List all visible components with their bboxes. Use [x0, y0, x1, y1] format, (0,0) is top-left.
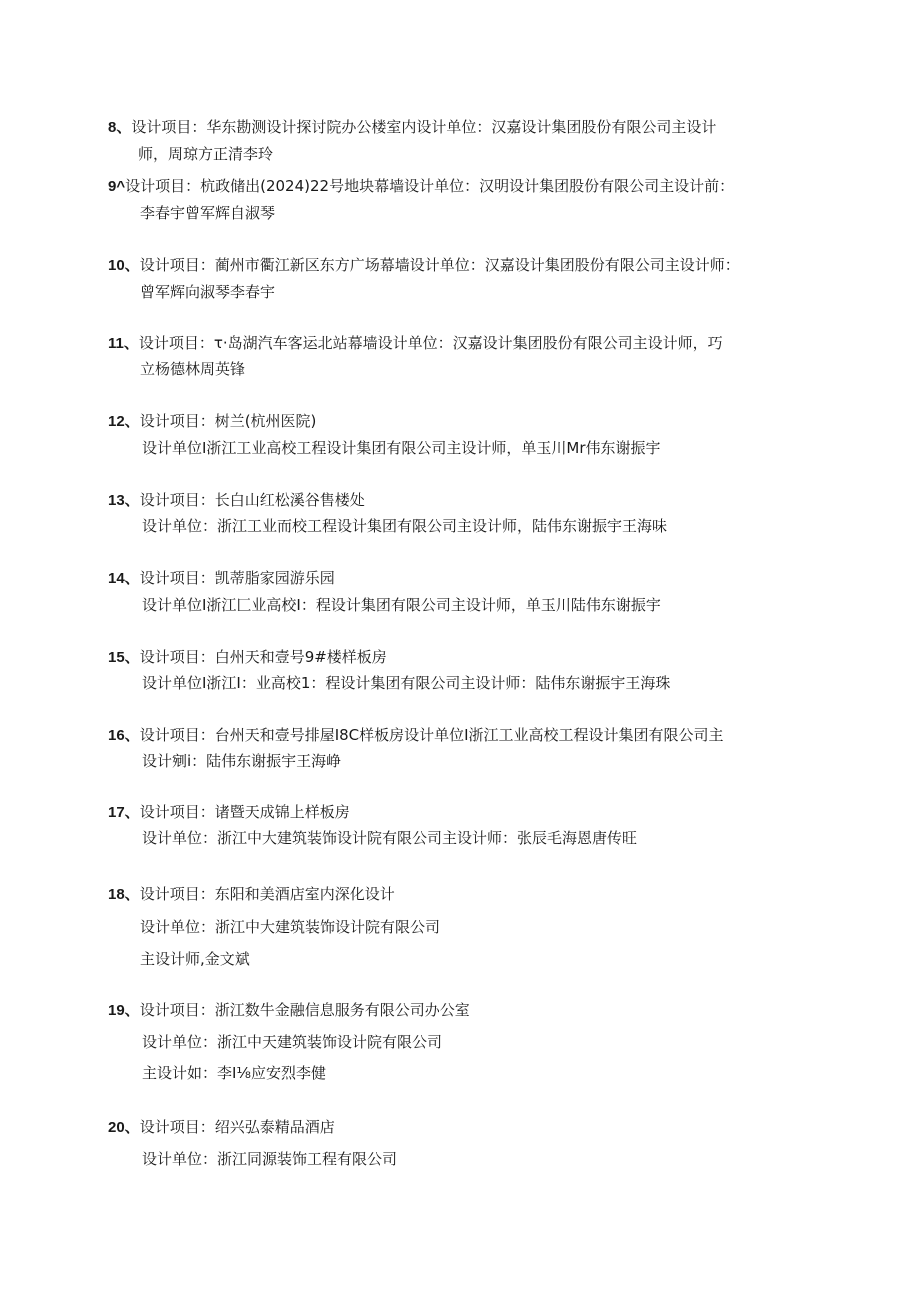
item-14-line-1: [108, 568, 335, 589]
item-number: 11、: [108, 335, 139, 352]
item-number: 19、: [108, 1002, 140, 1019]
item-15-line-2: 设计单位I浙江I：业高校1：程设计集团有限公司主设计师：陆伟东谢振宇王海珠: [142, 674, 671, 692]
item-16-line-2: 设计剜i：陆伟东谢振宇王海峥: [142, 752, 342, 770]
item-text: 设计项目：τ·岛湖汽车客运北站幕墙设计单位：汉嘉设计集团股份有限公司主设计师，巧: [138, 334, 723, 352]
item-text: 设计项目：凯蒂脂家园游乐园: [139, 569, 335, 587]
item-20-line-2: 设计单位：浙江同源装饰工程有限公司: [142, 1150, 398, 1168]
item-18-line-2: 设计单位：浙江中大建筑装饰设计院有限公司: [140, 918, 441, 936]
item-14-line-2: 设计单位I浙江匚业高校I：程设计集团有限公司主设计师，单玉川陆伟东谢振宇: [142, 596, 661, 614]
item-13-line-1: [108, 490, 365, 511]
item-number: 14、: [108, 570, 140, 587]
item-text: 设计项目：白州天和壹号9#楼样板房: [139, 648, 387, 666]
item-13-line-2: 设计单位：浙江工业而校工程设计集团有限公司主设计师，陆伟东谢振宇王海味: [142, 517, 668, 535]
item-11-line-1: [108, 333, 723, 354]
item-text: 设计项目：诸暨天成锦上样板房: [139, 803, 350, 821]
item-number: 12、: [108, 413, 140, 430]
item-text: 设计项目：浙江数牛金融信息服务有限公司办公室: [139, 1001, 470, 1019]
item-text: 设计项目：台州天和壹号排屋I8C样板房设计单位I浙江工业高校工程设计集团有限公司主: [139, 726, 724, 744]
item-17-line-2: 设计单位：浙江中大建筑装饰设计院有限公司主设计师：张辰毛海恩唐传旺: [142, 829, 638, 847]
item-8-line-2: 师，周琼方正清李玲: [138, 145, 274, 163]
item-number: 9^: [108, 178, 126, 195]
item-number: 18、: [108, 886, 140, 903]
item-9-line-2: 李春宇曾军辉自淑琴: [140, 204, 276, 222]
item-text: 设计项目：华东勘测设计探讨院办公楼室内设计单位：汉嘉设计集团股份有限公司主设计: [131, 118, 717, 136]
item-12-line-1: [108, 411, 316, 432]
item-10-line-1: [108, 255, 740, 276]
item-19-line-2: 设计单位：浙江中天建筑装饰设计院有限公司: [142, 1033, 443, 1051]
item-number: 17、: [108, 804, 140, 821]
item-text: 设计项目：蔺州市衢江新区东方广场幕墙设计单位：汉嘉设计集团股份有限公司主设计师：: [139, 256, 740, 274]
item-15-line-1: [108, 647, 387, 668]
item-18-line-1: [108, 884, 395, 905]
item-17-line-1: [108, 802, 350, 823]
item-number: 16、: [108, 727, 140, 744]
item-text: 设计项目：东阳和美酒店室内深化设计: [139, 885, 395, 903]
item-number: 20、: [108, 1119, 140, 1136]
item-8-line-1: [108, 117, 716, 138]
item-text: 设计项目：树兰(杭州医院): [139, 412, 317, 430]
item-number: 13、: [108, 492, 140, 509]
item-11-line-2: 立杨德林周英锋: [140, 360, 246, 378]
item-number: 10、: [108, 257, 140, 274]
item-9-line-1: [108, 176, 734, 197]
item-text: 设计项目：绍兴弘泰精品酒店: [139, 1118, 335, 1136]
item-20-line-1: [108, 1117, 335, 1138]
item-text: 设计项目：长白山红松溪谷售楼处: [139, 491, 365, 509]
item-19-line-1: [108, 1000, 470, 1021]
item-number: 8、: [108, 119, 132, 136]
item-text: 设计项目：杭政储出(2024)22号地块幕墙设计单位：汉明设计集团股份有限公司主设计前：: [125, 177, 735, 195]
item-number: 15、: [108, 649, 140, 666]
item-16-line-1: [108, 725, 724, 746]
item-10-line-2: 曾军辉向淑琴李春宇: [140, 283, 276, 301]
item-18-line-3: 主设计师,金文斌: [140, 950, 250, 968]
item-12-line-2: 设计单位I浙江工业高校工程设计集团有限公司主设计师，单玉川Mr伟东谢振宇: [142, 439, 661, 457]
item-19-line-3: 主设计如：李I⅛应安烈李健: [142, 1064, 326, 1082]
